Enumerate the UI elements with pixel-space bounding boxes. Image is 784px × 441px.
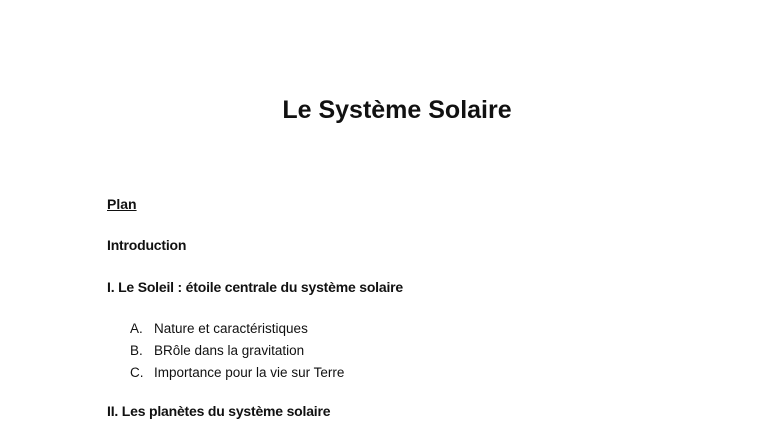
list-item-text: Importance pour la vie sur Terre bbox=[154, 365, 345, 380]
list-item-text: Nature et caractéristiques bbox=[154, 321, 308, 336]
document-title: Le Système Solaire bbox=[282, 96, 512, 124]
section-heading-2: II. Les planètes du système solaire bbox=[107, 403, 331, 419]
list-item-text: BRôle dans la gravitation bbox=[154, 343, 305, 358]
list-marker: B. bbox=[130, 343, 143, 358]
section-1-sublist bbox=[130, 318, 344, 384]
plan-heading: Plan bbox=[107, 196, 137, 212]
list-item bbox=[130, 318, 344, 340]
list-item bbox=[130, 340, 344, 362]
list-item bbox=[130, 362, 344, 384]
introduction-heading: Introduction bbox=[107, 237, 187, 253]
section-heading-1: I. Le Soleil : étoile centrale du système solaire bbox=[107, 279, 403, 295]
list-marker: C. bbox=[130, 365, 144, 380]
list-marker: A. bbox=[130, 321, 143, 336]
